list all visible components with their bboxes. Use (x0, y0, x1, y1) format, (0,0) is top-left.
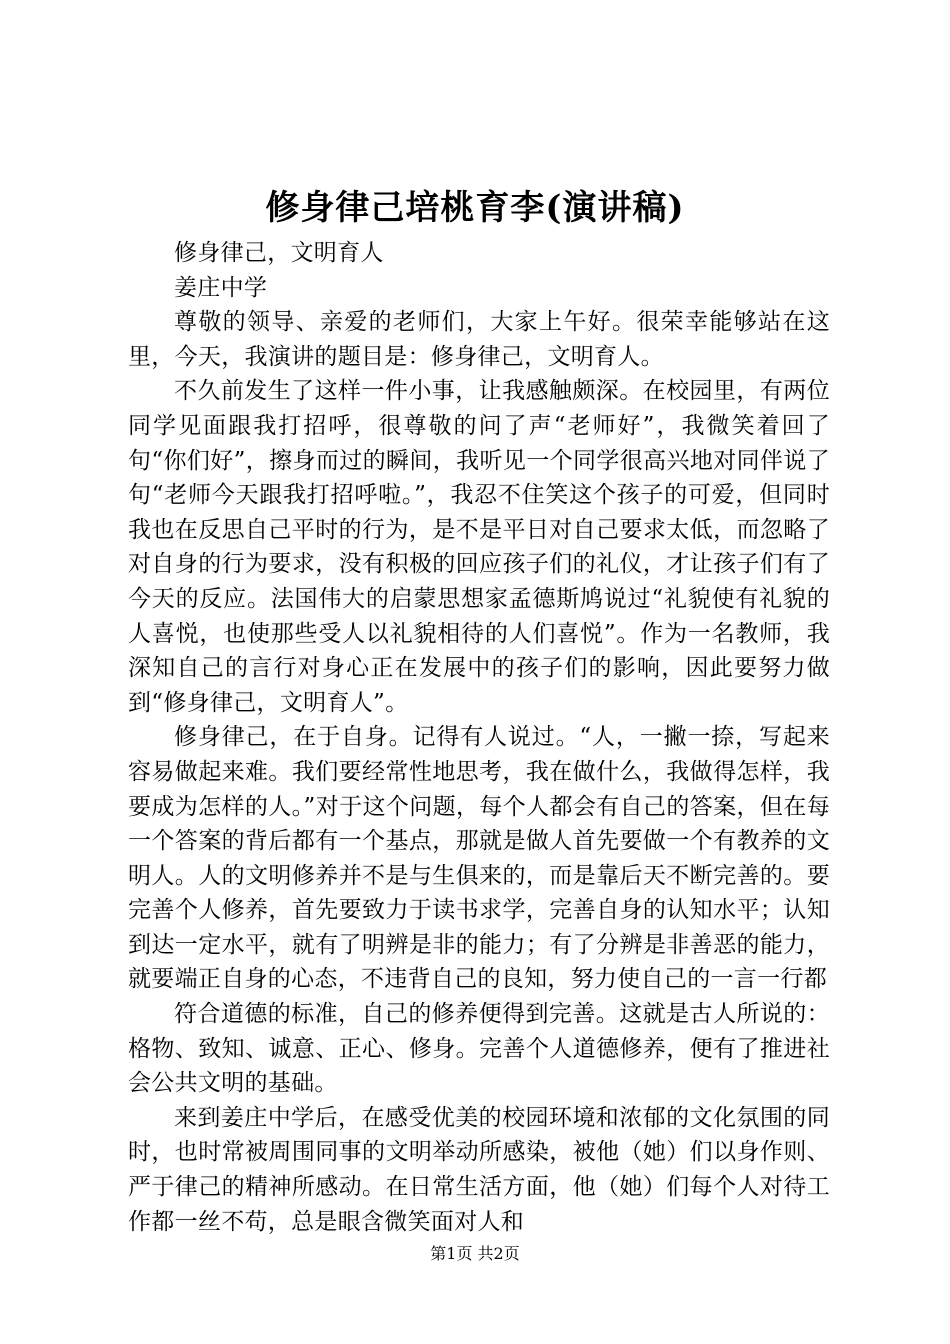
paragraph-subtitle: 修身律己，文明育人 (174, 240, 384, 266)
paragraph: 不久前发生了这样一件小事，让我感触颇深。在校园里，有两位同学见面跟我打招呼，很尊敬的问了声“老师好”，我微笑着回了句“你们好”，擦身而过的瞬间，我听见一个同学很高兴地对同伴说了句“老师今天跟我打招呼啦。”，我忍不住笑这个孩子的可爱，但同时我也在反思自己平时的行为，是不是平日对自己要求太低，而忽略了对自身的行为要求，没有积极的回应孩子们的礼仪，才让孩子们有了今天的反应。法国伟大的启蒙思想家孟德斯鸠说过“礼貌使有礼貌的人喜悦，也使那些受人以礼貌相待的人们喜悦”。作为一名教师，我深知自己的言行对身心正在发展中的孩子们的影响，因此要努力做到“修身律己，文明育人”。 (128, 378, 830, 716)
paragraph: 尊敬的领导、亲爱的老师们，大家上午好。很荣幸能够站在这里，今天，我演讲的题目是：修身律己，文明育人。 (128, 309, 830, 370)
paragraph: 符合道德的标准，自己的修养便得到完善。这就是古人所说的：格物、致知、诚意、正心、修身。完善个人道德修养，便有了推进社会公共文明的基础。 (128, 1001, 830, 1097)
document-title: 修身律己培桃育李(演讲稿) (265, 188, 685, 228)
paragraph-school: 姜庄中学 (174, 274, 268, 301)
page-footer: 第1页 共2页 (430, 1244, 520, 1263)
document-body (128, 236, 830, 1239)
paragraph: 来到姜庄中学后，在感受优美的校园环境和浓郁的文化氛围的同时，也时常被周围同事的文明举动所感染，被他（她）们以身作则、严于律己的精神所感动。在日常生活方面，他（她）们每个人对待工作都一丝不苟，总是眼含微笑面对人和 (128, 1104, 830, 1235)
paragraph: 修身律己，在于自身。记得有人说过。“人，一撇一捺，写起来容易做起来难。我们要经常性地思考，我在做什么，我做得怎样，我要成为怎样的人。”对于这个问题，每个人都会有自己的答案，但在每一个答案的背后都有一个基点，那就是做人首先要做一个有教养的文明人。人的文明修养并不是与生俱来的，而是靠后天不断完善的。要完善个人修养，首先要致力于读书求学，完善自身的认知水平；认知到达一定水平，就有了明辨是非的能力；有了分辨是非善恶的能力，就要端正自身的心态，不违背自己的良知，努力使自己的一言一行都 (128, 724, 830, 993)
